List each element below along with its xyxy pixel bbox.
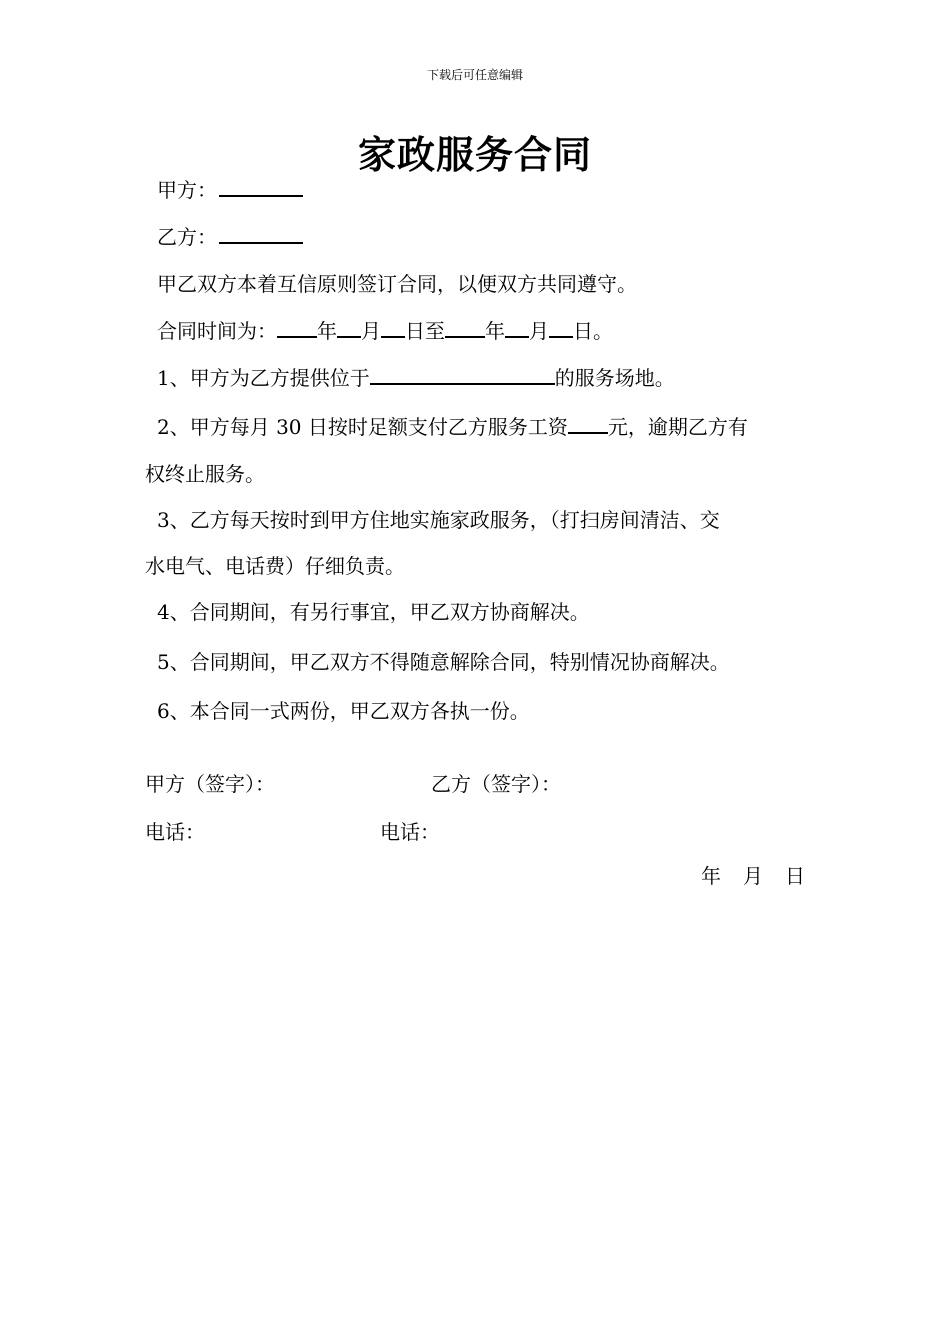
document-title: 家政服务合同 [357, 132, 592, 177]
start-month-blank[interactable] [337, 318, 361, 338]
party-a-signature-label: 甲方（签字）： [145, 772, 275, 796]
period-month-2: 月 [529, 319, 549, 343]
service-location-blank[interactable] [370, 365, 555, 385]
party-b-signature-label: 乙方（签字）： [431, 772, 561, 796]
end-day-blank[interactable] [549, 318, 573, 338]
clause-6: 6、本合同一式两份，甲乙双方各执一份。 [157, 699, 530, 723]
party-a-label: 甲方： [157, 178, 217, 202]
clause-3-line-2: 水电气、电话费）仔细负责。 [145, 554, 405, 578]
date-year: 年 [701, 864, 721, 888]
clause-2-post: 元，逾期乙方有 [607, 415, 748, 439]
end-year-blank[interactable] [445, 318, 485, 338]
period-year-1: 年 [317, 319, 337, 343]
clause-3-line-1: 3、乙方每天按时到甲方住地实施家政服务，（打扫房间清洁、交 [157, 508, 720, 532]
party-a-line [157, 174, 822, 203]
period-label: 合同时间为： [157, 319, 277, 343]
salary-blank[interactable] [568, 414, 608, 434]
contract-period-line [157, 315, 822, 344]
clause-2-pre: 2、甲方每月 30 日按时足额支付乙方服务工资 [157, 415, 568, 439]
clause-1-pre: 1、甲方为乙方提供位于 [157, 366, 370, 390]
period-month-1: 月 [361, 319, 381, 343]
intro-text: 甲乙双方本着互信原则签订合同，以便双方共同遵守。 [157, 272, 637, 296]
period-year-2: 年 [485, 319, 505, 343]
date-day: 日 [785, 864, 805, 888]
start-year-blank[interactable] [277, 318, 317, 338]
clause-5: 5、合同期间，甲乙双方不得随意解除合同，特别情况协商解决。 [157, 650, 730, 674]
end-month-blank[interactable] [505, 318, 529, 338]
party-a-phone-label: 电话： [145, 820, 205, 844]
start-day-blank[interactable] [381, 318, 405, 338]
party-b-line [157, 221, 822, 250]
party-b-blank[interactable] [219, 224, 303, 244]
clause-2 [157, 411, 822, 440]
party-b-label: 乙方： [157, 225, 217, 249]
clause-2-continuation: 权终止服务。 [145, 462, 265, 486]
clause-1 [157, 362, 822, 391]
clause-1-post: 的服务场地。 [554, 366, 675, 390]
header-note: 下载后可任意编辑 [426, 68, 523, 82]
signing-date [701, 860, 805, 889]
period-day-to: 日至 [405, 319, 445, 343]
period-day-end: 日。 [573, 319, 613, 343]
party-a-blank[interactable] [219, 177, 303, 197]
party-b-phone-label: 电话： [380, 820, 440, 844]
date-month: 月 [743, 864, 763, 888]
clause-4: 4、合同期间，有另行事宜，甲乙双方协商解决。 [157, 600, 590, 624]
